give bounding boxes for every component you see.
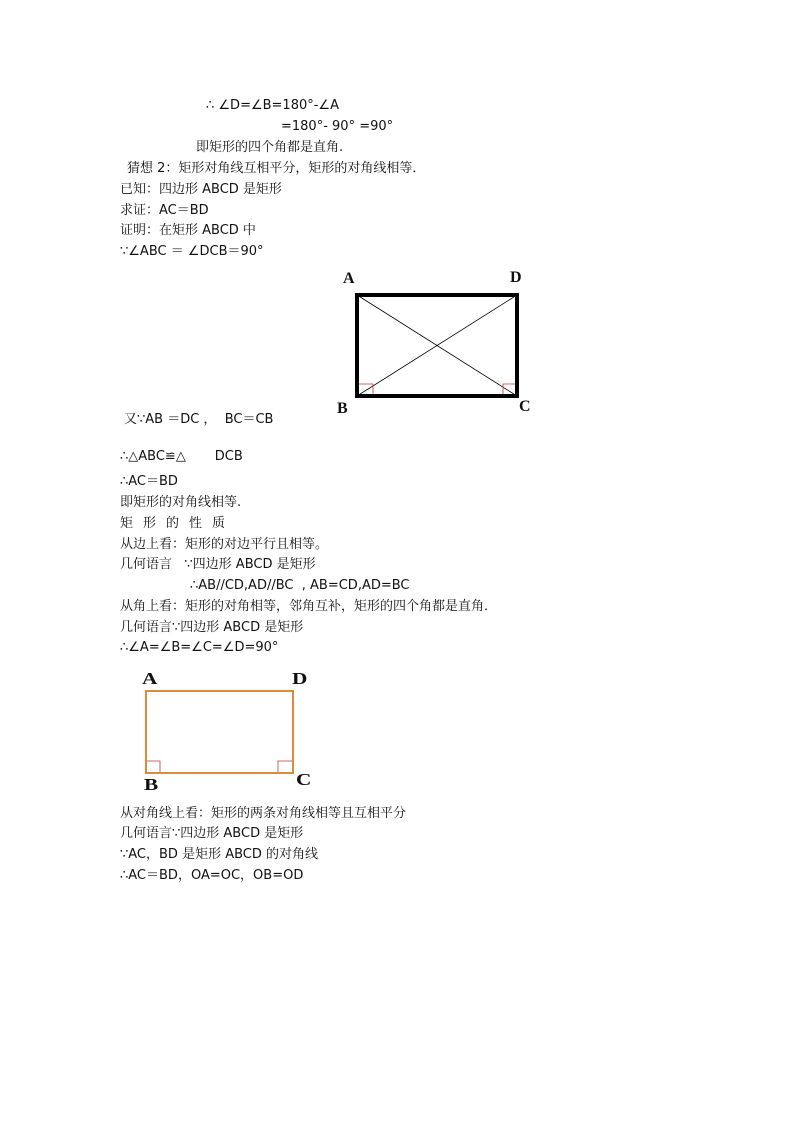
conclusion-right-angles: 即矩形的四个角都是直角.: [196, 140, 344, 155]
figure2-label-c: C: [296, 770, 312, 789]
conjecture-2: 猜想 2：矩形对角线互相平分，矩形的对角线相等．: [127, 161, 426, 176]
diagonals-conclusion: ∴AC＝BD，OA=OC，OB=OD: [120, 868, 304, 883]
proof-step-sides: 又∵AB ＝DC ， BC＝CB: [124, 412, 274, 427]
proof-angle-result: =180°- 90° =90°: [281, 119, 394, 134]
figure2-rectangle: [146, 691, 293, 773]
section-heading-properties: 矩形的性质: [120, 516, 236, 531]
figure2-right-angle-b: [147, 761, 160, 772]
figure1-label-c: C: [519, 398, 531, 415]
proof-start: 证明：在矩形 ABCD 中: [120, 223, 256, 238]
angles-all-right: ∴∠A=∠B=∠C=∠D=90°: [120, 640, 279, 655]
figure1-label-a: A: [343, 270, 355, 287]
figure1-label-d: D: [510, 269, 522, 286]
property-angles: 从角上看：矩形的对角相等，邻角互补，矩形的四个角都是直角．: [120, 599, 498, 614]
diagonals-of-rectangle: ∵AC，BD 是矩形 ABCD 的对角线: [120, 847, 319, 862]
proof-congruence: ∴△ABC≌△ DCB: [120, 449, 243, 464]
diagonals-equal-statement: 即矩形的对角线相等.: [120, 495, 242, 510]
figure2-right-angle-c: [278, 761, 292, 772]
proof-angle-line: ∴ ∠D=∠B=180°-∠A: [206, 98, 339, 113]
proof-conclusion: ∴AC＝BD: [120, 474, 178, 489]
prove-statement: 求证：AC＝BD: [120, 203, 209, 218]
figure2-label-d: D: [292, 669, 308, 688]
geometry-language-diagonals: 几何语言∵四边形 ABCD 是矩形: [120, 826, 304, 841]
proof-step-angles: ∵∠ABC ＝ ∠DCB＝90°: [120, 244, 264, 259]
figure2-label-b: B: [144, 775, 159, 794]
given-statement: 已知：四边形 ABCD 是矩形: [120, 182, 282, 197]
figure2-label-a: A: [142, 669, 158, 688]
geometry-language-angles: 几何语言∵四边形 ABCD 是矩形: [120, 620, 304, 635]
geometry-language-sides: 几何语言 ∵四边形 ABCD 是矩形: [120, 557, 316, 572]
property-diagonals: 从对角线上看：矩形的两条对角线相等且互相平分: [120, 806, 407, 821]
figure1-label-b: B: [337, 400, 348, 417]
property-sides: 从边上看：矩形的对边平行且相等。: [120, 537, 329, 552]
sides-parallel-equal: ∴AB//CD,AD//BC , AB=CD,AD=BC: [190, 578, 410, 593]
